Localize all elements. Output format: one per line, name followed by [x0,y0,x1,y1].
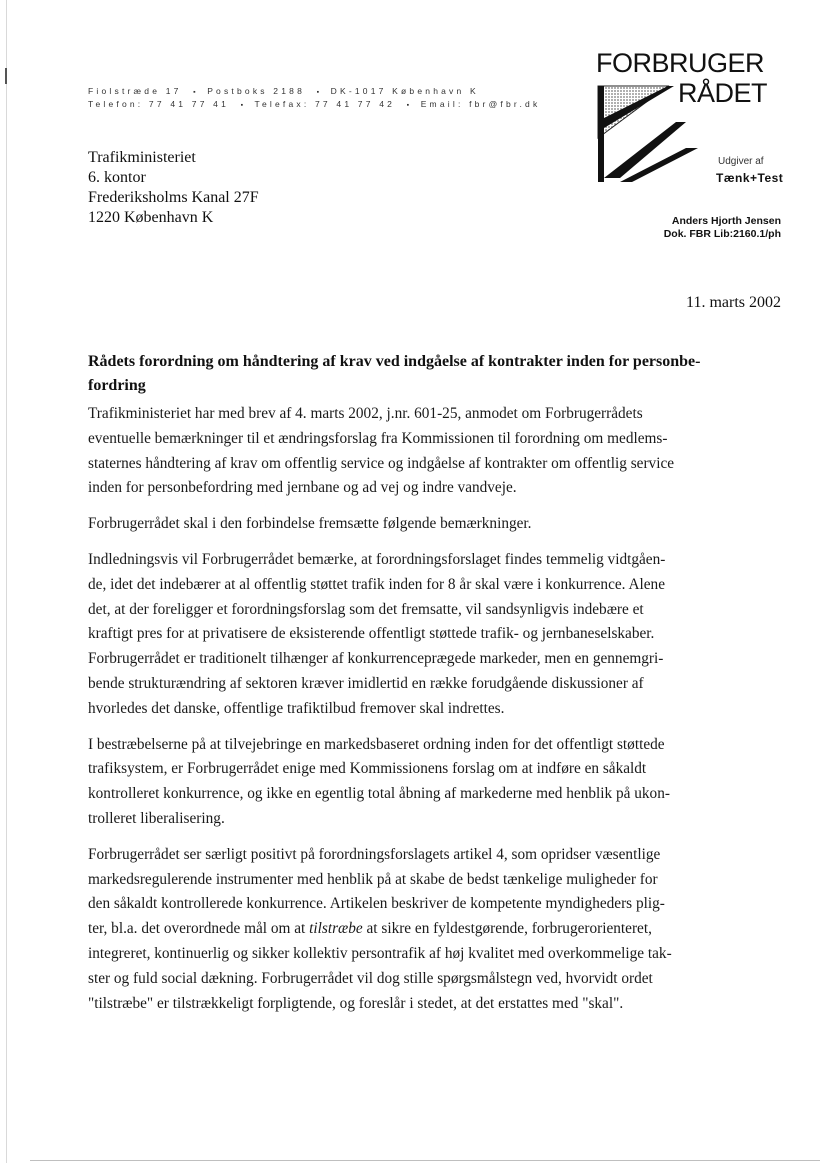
letter-body [88,402,748,1027]
paragraph [88,733,748,832]
paragraph [88,512,748,537]
small-bullet-icon: ▪ [406,102,410,109]
bottom-rule [30,1160,820,1161]
text-line: "tilstræbe" er tilstrækkeligt forpligtende, og foreslår i stedet, at det erstattes med "skal". [88,994,624,1012]
publisher-label: Udgiver af [718,156,764,167]
scan-edge-line [6,0,7,1163]
letter-date: 11. marts 2002 [686,294,781,311]
recipient-line: 1220 København K [88,209,214,226]
small-bullet-icon: ▪ [240,102,244,109]
address-line-2 [88,99,540,109]
text-line: hvorledes det danske, offentlige trafiktilbud fremover skal indrettes. [88,699,505,717]
document-reference: Dok. FBR Lib:2160.1/ph [663,228,781,240]
address-city: DK-1017 København K [330,86,479,96]
address-street: Fiolstræde 17 [88,86,182,96]
text-line: Forbrugerrådet er traditionelt tilhænger af konkurrenceprægede markeder, men en gennemgri- [88,650,664,668]
text-fragment: ter, bl.a. det overordnede mål om at [88,920,310,938]
text-line: de, idet det indebærer at al offentlig støttet trafik inden for 8 år skal være i konkurrence. Alene [88,575,665,593]
paragraph [88,402,748,501]
text-line: staternes håndtering af krav om offentlig service og indgåelse af kontrakter om offentlig service [88,454,675,472]
text-line: Forbrugerrådet ser særligt positivt på forordningsforslagets artikel 4, som opridser væsentlige [88,845,661,863]
text-line: integreret, kontinuerlig og sikker kollektiv persontrafik af høj kvalitet med overkommelige tak- [88,944,672,962]
text-line: kraftigt pres for at privatisere de eksisterende offentligt støttede trafik- og jernbaneselskaber. [88,625,655,643]
text-line: Forbrugerrådet skal i den forbindelse fremsætte følgende bemærkninger. [88,515,532,533]
title-line: fordring [88,377,146,394]
sender-name: Anders Hjorth Jensen [671,215,781,227]
text-line: I bestræbelserne på at tilvejebringe en markedsbaseret ordning inden for det offentligt støttede [88,735,665,753]
text-line-with-italic [88,917,748,942]
text-line: Indledningsvis vil Forbrugerrådet bemærke, at forordningsforslaget findes temmelig vidtgåen- [88,550,666,568]
text-line: ster og fuld social dækning. Forbrugerrådet vil dog stille spørgsmålstegn ved, hvorvidt ordet [88,969,653,987]
text-line: bende strukturændring af sektoren kræver imidlertid en række forudgående diskussioner af [88,674,644,692]
text-line: kontrolleret konkurrence, og ikke en egentlig total åbning af markederne med henblik på ukon- [88,785,670,803]
letter-title [88,350,748,398]
recipient-line: Trafikministeriet [88,149,196,166]
text-line: Trafikministeriet har med brev af 4. marts 2002, j.nr. 601-25, anmodet om Forbrugerrådets [88,405,643,422]
text-line: eventuelle bemærkninger til et ændringsforslag fra Kommissionen til forordning om medlems- [88,429,668,447]
recipient-line: 6. kontor [88,169,146,186]
logo-line-2: RÅDET [678,78,768,108]
email: Email: fbr@fbr.dk [420,99,541,109]
paragraph [88,843,748,1017]
address-pobox: Postboks 2188 [207,86,306,96]
small-bullet-icon: ▪ [316,89,320,96]
paragraph [88,548,748,722]
text-line: markedsregulerende instrumenter med henblik på at skabe de bedst tænkelige muligheder for [88,870,658,888]
text-line: trolleret liberalisering. [88,809,225,827]
recipient-address [88,148,259,228]
text-line: inden for personbefordring med jernbane og ad vej og indre vandveje. [88,479,517,497]
text-line: det, at der foreligger et forordningsforslag som det fremsatte, vil sandsynligvis indebære et [88,600,644,618]
scan-artifact [5,68,7,84]
brand-taenk-test: Tænk+Test [716,171,784,185]
logo-line-1: FORBRUGER [596,48,765,78]
forbrugerraadet-logo [590,48,790,198]
address-line-1 [88,86,479,96]
title-line: Rådets forordning om håndtering af krav ved indgåelse af kontrakter inden for personbe- [88,353,701,370]
phone: Telefon: 77 41 77 41 [88,99,230,109]
recipient-line: Frederiksholms Kanal 27F [88,189,259,206]
fax: Telefax: 77 41 77 42 [254,99,396,109]
text-fragment: at sikre en fyldestgørende, forbrugerorienteret, [362,920,652,938]
italic-word: tilstræbe [309,920,363,938]
text-line: trafiksystem, er Forbrugerrådet enige med Kommissionens forslag om at indføre en såkaldt [88,760,647,778]
small-bullet-icon: ▪ [193,89,196,96]
text-line: den såkaldt kontrollerede konkurrence. Artikelen beskriver de kompetente myndigheders plig- [88,895,665,913]
